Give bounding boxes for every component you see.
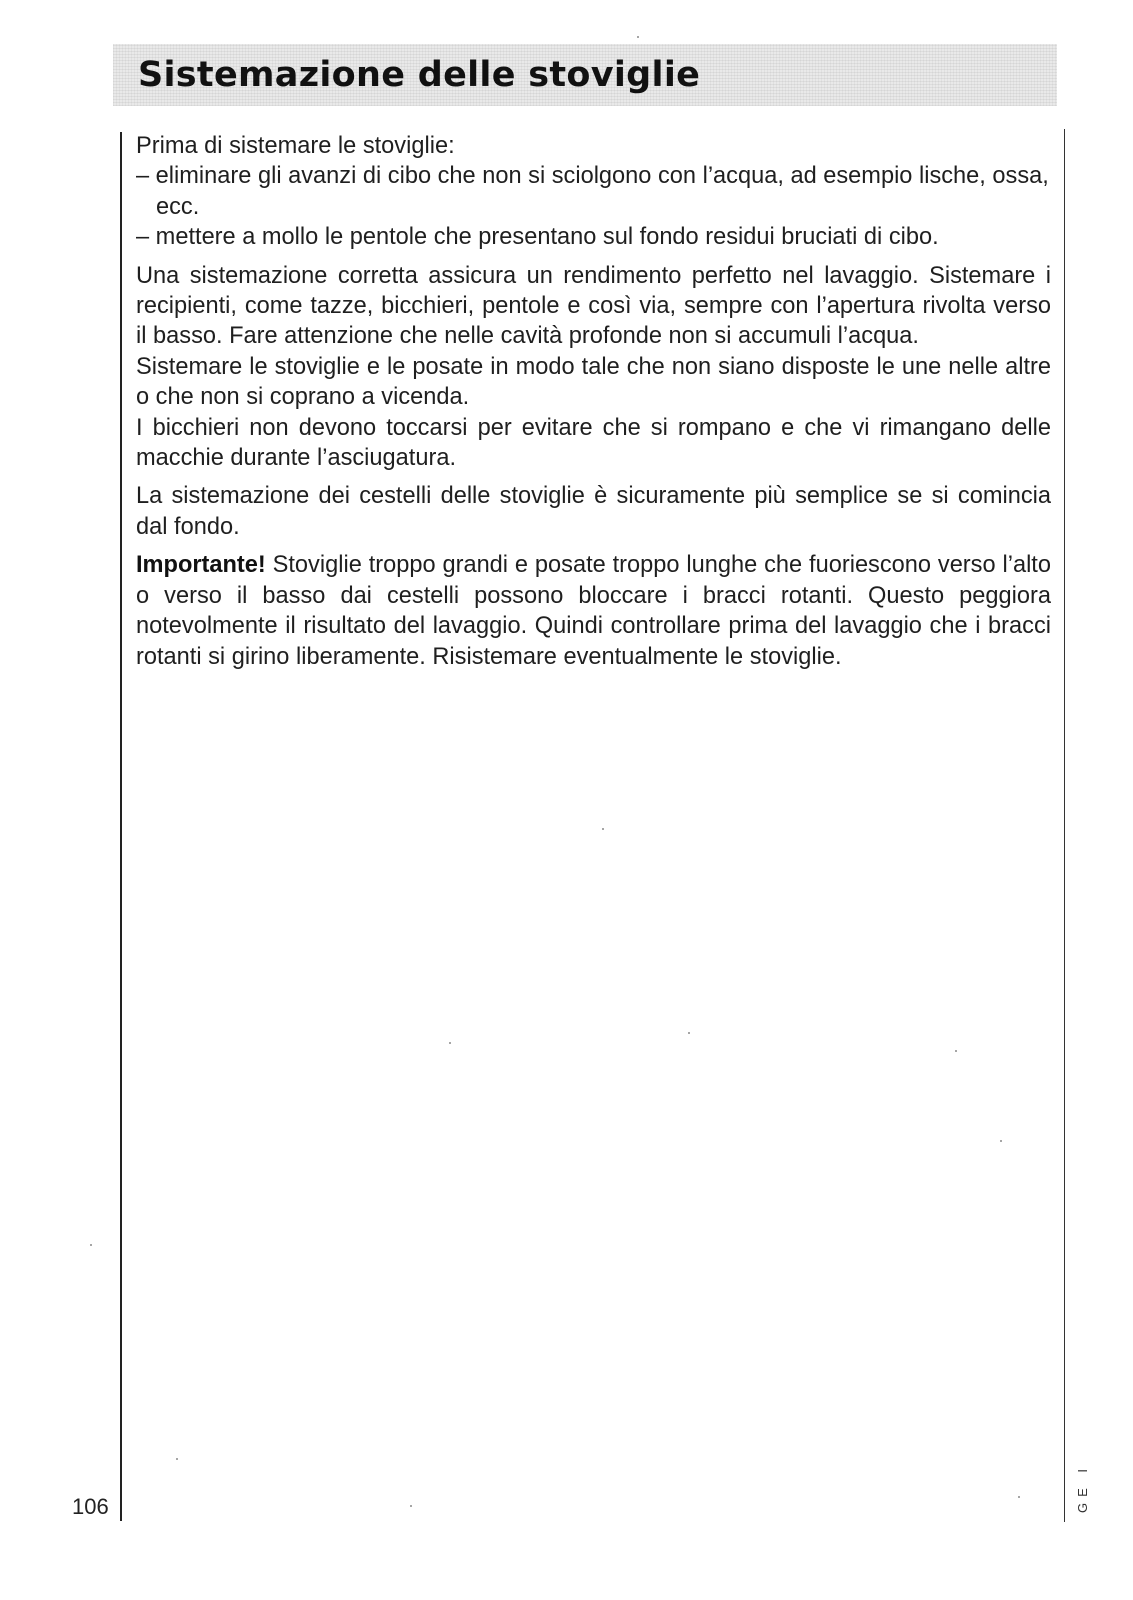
paragraph-no-nesting: Sistemare le stoviglie e le posate in modo tale che non siano disposte le une nelle altre o che non si coprano a vicenda. <box>136 353 1051 411</box>
scan-speck <box>955 1050 957 1052</box>
bullet-item-soak-pans: – mettere a mollo le pentole che presentano sul fondo residui bruciati di cibo. <box>136 224 939 251</box>
right-margin-rule <box>1064 129 1065 1522</box>
body-text <box>136 131 1051 672</box>
scan-speck <box>449 1042 451 1044</box>
scan-speck <box>410 1505 412 1507</box>
left-margin-rule <box>120 132 122 1521</box>
side-code-label <box>1076 1458 1090 1518</box>
paragraph-glasses: I bicchieri non devono toccarsi per evitare che si rompano e che vi rimangano delle macchie durante l’asciugatura. <box>136 414 1051 472</box>
scan-speck <box>90 1244 92 1246</box>
bullet-item-remove-food: – eliminare gli avanzi di cibo che non si sciolgono con l’acqua, ad esempio lische, ossa, ecc. <box>136 163 1049 220</box>
scan-speck <box>688 1032 690 1034</box>
important-text: Stoviglie troppo grandi e posate troppo lunghe che fuoriescono verso l’alto o verso il basso dai cestelli possono bloccare i bracci rotanti. Questo peggiora notevolmente il risultato del lavaggio. Quindi controllare prima del lavaggio che i bracci rotanti si girino liberamente. Risistemare eventualmente le stoviglie. <box>136 552 1051 670</box>
scan-speck <box>1000 1140 1002 1142</box>
important-label: Importante! <box>136 552 266 579</box>
scan-speck <box>637 36 639 38</box>
scan-speck <box>602 828 604 830</box>
scan-speck <box>176 1458 178 1460</box>
page-title: Sistemazione delle stoviglie <box>138 55 701 95</box>
scan-speck <box>1018 1496 1020 1498</box>
page-number: 106 <box>72 1494 109 1519</box>
important-note <box>136 550 1051 672</box>
paragraph-correct-loading: Una sistemazione corretta assicura un rendimento perfetto nel lavaggio. Sistemare i recipienti, come tazze, bicchieri, pentole e così via, sempre con l’apertura rivolta verso il basso. Fare attenzione che nelle cavità profonde non si accumuli l’acqua. <box>136 262 1051 350</box>
side-code-text: GE I <box>1075 1462 1090 1514</box>
intro-line: Prima di sistemare le stoviglie: <box>136 133 455 159</box>
paragraph-start-bottom: La sistemazione dei cestelli delle stoviglie è sicuramente più semplice se si comincia dal fondo. <box>136 483 1051 540</box>
